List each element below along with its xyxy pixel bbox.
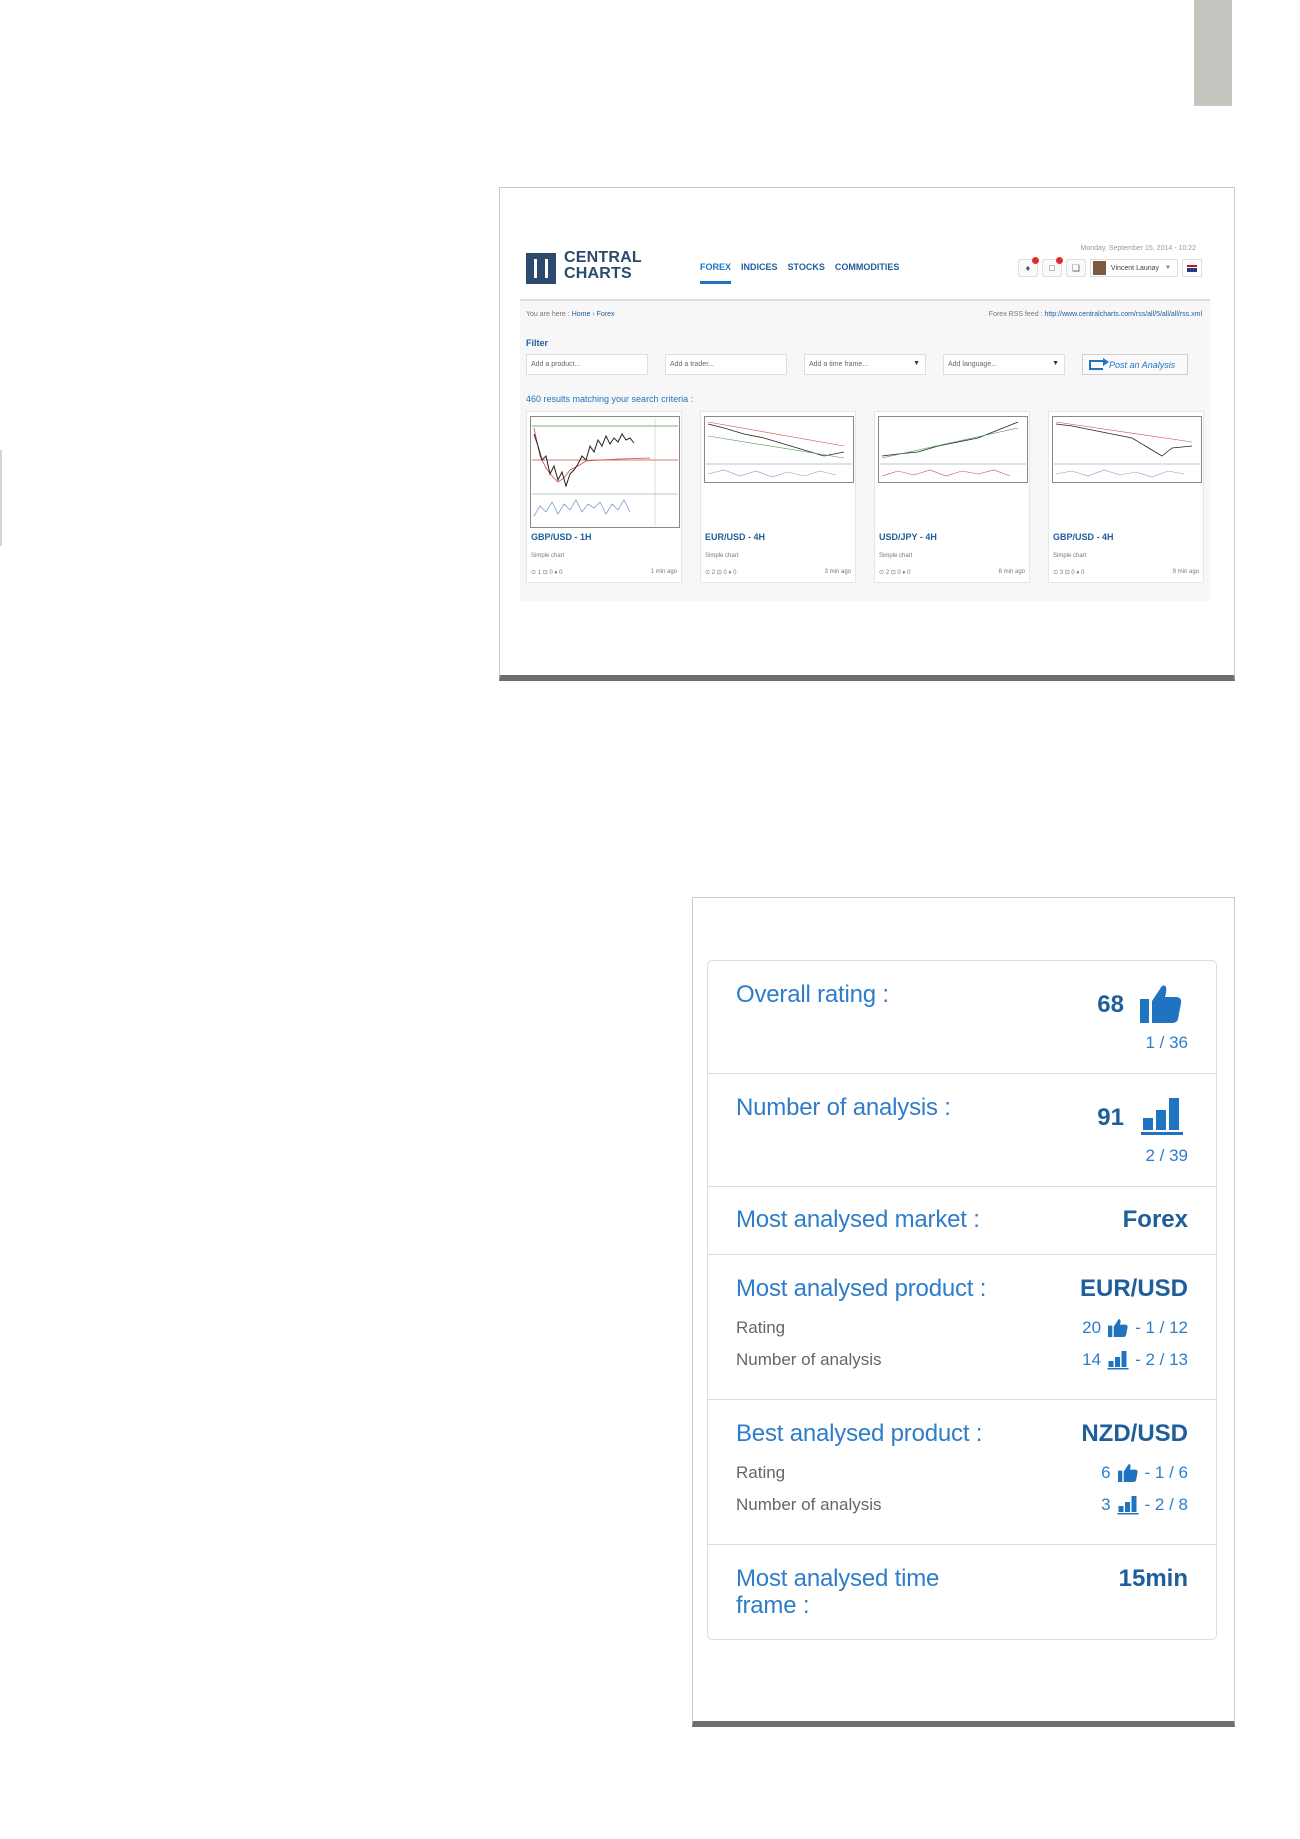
best-product-value: NZD/USD bbox=[1081, 1420, 1188, 1447]
breadcrumb-prefix: You are here : bbox=[526, 311, 570, 318]
product-filter-input[interactable] bbox=[526, 354, 648, 375]
language-button[interactable] bbox=[1182, 259, 1202, 277]
chart-thumbnail bbox=[878, 416, 1028, 483]
best-count-value: 3 bbox=[1101, 1495, 1111, 1514]
notification-badge bbox=[1032, 257, 1039, 264]
rss-feed bbox=[989, 311, 1202, 318]
timeframe-label bbox=[736, 1565, 939, 1619]
site-header bbox=[524, 245, 1204, 288]
corner-tab bbox=[1194, 0, 1232, 106]
card-type: Simple chart bbox=[879, 553, 913, 559]
card-title[interactable]: GBP/USD - 1H bbox=[531, 532, 592, 542]
timeframe-row bbox=[708, 1545, 1216, 1640]
language-filter-placeholder: Add language... bbox=[948, 361, 998, 368]
breadcrumb bbox=[526, 311, 615, 318]
logo-line-1: CENTRAL bbox=[564, 249, 642, 266]
post-analysis-label: Post an Analysis bbox=[1109, 359, 1176, 370]
dropdown-arrow-icon: ▼ bbox=[913, 360, 920, 367]
best-count bbox=[1101, 1495, 1188, 1515]
overall-rating-row bbox=[708, 961, 1216, 1074]
card-time: 1 min ago bbox=[650, 569, 677, 575]
bell-icon: ♦ bbox=[1025, 263, 1031, 273]
card-meta: ⊙ 1 ⊡ 0 ♦ 0 bbox=[531, 570, 563, 576]
analysis-count-value: 91 bbox=[1097, 1104, 1124, 1131]
filter-title: Filter bbox=[526, 338, 549, 348]
logo-line-2: CHARTS bbox=[564, 265, 632, 282]
thumbs-up-icon bbox=[1139, 983, 1183, 1025]
best-analysed-product-row bbox=[708, 1400, 1216, 1545]
forex-listing bbox=[520, 301, 1210, 601]
market-value: Forex bbox=[1122, 1206, 1188, 1233]
most-analysed-product-row bbox=[708, 1255, 1216, 1400]
nav-stocks[interactable]: STOCKS bbox=[787, 262, 825, 272]
rss-link[interactable]: http://www.centralcharts.com/rss/all/5/all/all/rss.xml bbox=[1044, 311, 1202, 318]
card-type: Simple chart bbox=[531, 553, 565, 559]
product-label: Most analysed product : bbox=[736, 1275, 987, 1302]
product-value: EUR/USD bbox=[1079, 1275, 1188, 1302]
trader-filter-placeholder: Add a trader... bbox=[670, 361, 714, 368]
thumbs-up-icon bbox=[1107, 1318, 1129, 1338]
message-icon: □ bbox=[1049, 263, 1055, 273]
product-rating-value: 20 bbox=[1082, 1318, 1102, 1337]
analysis-card[interactable] bbox=[1048, 411, 1204, 583]
trader-filter-input[interactable] bbox=[665, 354, 787, 375]
product-count bbox=[1082, 1350, 1188, 1370]
nav-commodities[interactable]: COMMODITIES bbox=[834, 262, 900, 272]
site-screenshot bbox=[499, 187, 1235, 681]
product-count-rank: - 2 / 13 bbox=[1135, 1350, 1188, 1369]
chart-thumbnail bbox=[704, 416, 854, 483]
logo-mark-icon bbox=[526, 253, 556, 284]
best-count-rank: - 2 / 8 bbox=[1144, 1495, 1188, 1514]
analysis-count-row bbox=[708, 1074, 1216, 1187]
user-menu[interactable] bbox=[1090, 259, 1178, 277]
card-title[interactable]: EUR/USD - 4H bbox=[705, 532, 766, 542]
main-nav bbox=[700, 262, 909, 284]
windows-icon: ❏ bbox=[1071, 262, 1080, 273]
side-mark bbox=[0, 450, 2, 546]
bar-chart-icon bbox=[1141, 1096, 1183, 1136]
stats-screenshot bbox=[692, 897, 1235, 1727]
overall-rating-value: 68 bbox=[1097, 991, 1124, 1018]
market-row bbox=[708, 1187, 1216, 1255]
header-tools bbox=[1014, 259, 1202, 277]
current-date: Monday, September 15, 2014 - 10:22 bbox=[1080, 245, 1196, 252]
bar-chart-icon bbox=[1107, 1350, 1129, 1370]
user-name: Vincent Launay bbox=[1110, 264, 1160, 272]
card-type: Simple chart bbox=[705, 553, 739, 559]
site-logo[interactable] bbox=[526, 248, 656, 284]
breadcrumb-current[interactable]: Forex bbox=[596, 311, 615, 318]
card-meta: ⊙ 3 ⊡ 0 ♦ 0 bbox=[1053, 570, 1085, 576]
timeframe-filter-select[interactable] bbox=[804, 354, 926, 375]
share-icon bbox=[1089, 360, 1103, 370]
analysis-cards bbox=[526, 411, 1222, 583]
messages-button[interactable] bbox=[1042, 259, 1062, 277]
overall-rating-label: Overall rating : bbox=[736, 981, 889, 1008]
post-analysis-button[interactable] bbox=[1082, 354, 1188, 375]
card-time: 8 min ago bbox=[998, 569, 1025, 575]
breadcrumb-home[interactable]: Home bbox=[571, 311, 591, 318]
notifications-button[interactable] bbox=[1018, 259, 1038, 277]
timeframe-label-line-1: Most analysed time bbox=[736, 1565, 940, 1592]
language-filter-select[interactable] bbox=[943, 354, 1065, 375]
card-type: Simple chart bbox=[1053, 553, 1087, 559]
nav-indices[interactable]: INDICES bbox=[741, 262, 778, 272]
analysis-card[interactable] bbox=[874, 411, 1030, 583]
analysis-card[interactable] bbox=[700, 411, 856, 583]
avatar bbox=[1093, 261, 1106, 275]
logo-text bbox=[564, 250, 642, 282]
best-rating-rank: - 1 / 6 bbox=[1144, 1463, 1188, 1482]
stats-panel bbox=[707, 960, 1217, 1640]
analysis-count-rank: 2 / 39 bbox=[1145, 1146, 1188, 1165]
rss-label: Forex RSS feed : bbox=[988, 311, 1043, 318]
best-rating-label: Rating bbox=[736, 1463, 786, 1482]
flag-icon bbox=[1187, 265, 1197, 272]
product-count-label: Number of analysis bbox=[736, 1350, 882, 1369]
timeframe-filter-placeholder: Add a time frame... bbox=[809, 361, 869, 368]
timeframe-value: 15min bbox=[1118, 1565, 1188, 1592]
product-count-value: 14 bbox=[1082, 1350, 1102, 1369]
card-meta: ⊙ 2 ⊡ 0 ♦ 0 bbox=[879, 570, 911, 576]
results-count: 460 results matching your search criteria : bbox=[526, 394, 694, 404]
thumbs-up-icon bbox=[1117, 1463, 1139, 1483]
market-label: Most analysed market : bbox=[736, 1206, 980, 1233]
analysis-card[interactable] bbox=[526, 411, 682, 583]
chart-thumbnail bbox=[1052, 416, 1202, 483]
product-rating-label: Rating bbox=[736, 1318, 786, 1337]
nav-forex[interactable]: FOREX bbox=[700, 262, 731, 284]
card-title[interactable]: GBP/USD - 4H bbox=[1053, 532, 1114, 542]
best-rating-value: 6 bbox=[1101, 1463, 1111, 1482]
breadcrumb-separator: › bbox=[592, 311, 595, 318]
timeframe-label-line-2: frame : bbox=[736, 1592, 810, 1619]
product-filter-placeholder: Add a product... bbox=[531, 361, 581, 368]
card-title[interactable]: USD/JPY - 4H bbox=[879, 532, 937, 542]
chevron-down-icon: ▼ bbox=[1165, 265, 1171, 271]
card-time: 3 min ago bbox=[824, 569, 851, 575]
chart-thumbnail bbox=[530, 416, 680, 528]
overall-rating-rank: 1 / 36 bbox=[1145, 1033, 1188, 1052]
filter-row bbox=[526, 354, 1188, 375]
card-meta: ⊙ 2 ⊡ 0 ♦ 0 bbox=[705, 570, 737, 576]
windows-button[interactable] bbox=[1066, 259, 1086, 277]
best-rating bbox=[1101, 1463, 1188, 1483]
bar-chart-icon bbox=[1117, 1495, 1139, 1515]
card-time: 9 min ago bbox=[1172, 569, 1199, 575]
product-rating-rank: - 1 / 12 bbox=[1135, 1318, 1188, 1337]
best-count-label: Number of analysis bbox=[736, 1495, 882, 1514]
message-badge bbox=[1056, 257, 1063, 264]
best-product-label: Best analysed product : bbox=[736, 1420, 983, 1447]
product-rating bbox=[1082, 1318, 1188, 1338]
dropdown-arrow-icon: ▼ bbox=[1052, 360, 1059, 367]
analysis-count-label: Number of analysis : bbox=[736, 1094, 951, 1121]
